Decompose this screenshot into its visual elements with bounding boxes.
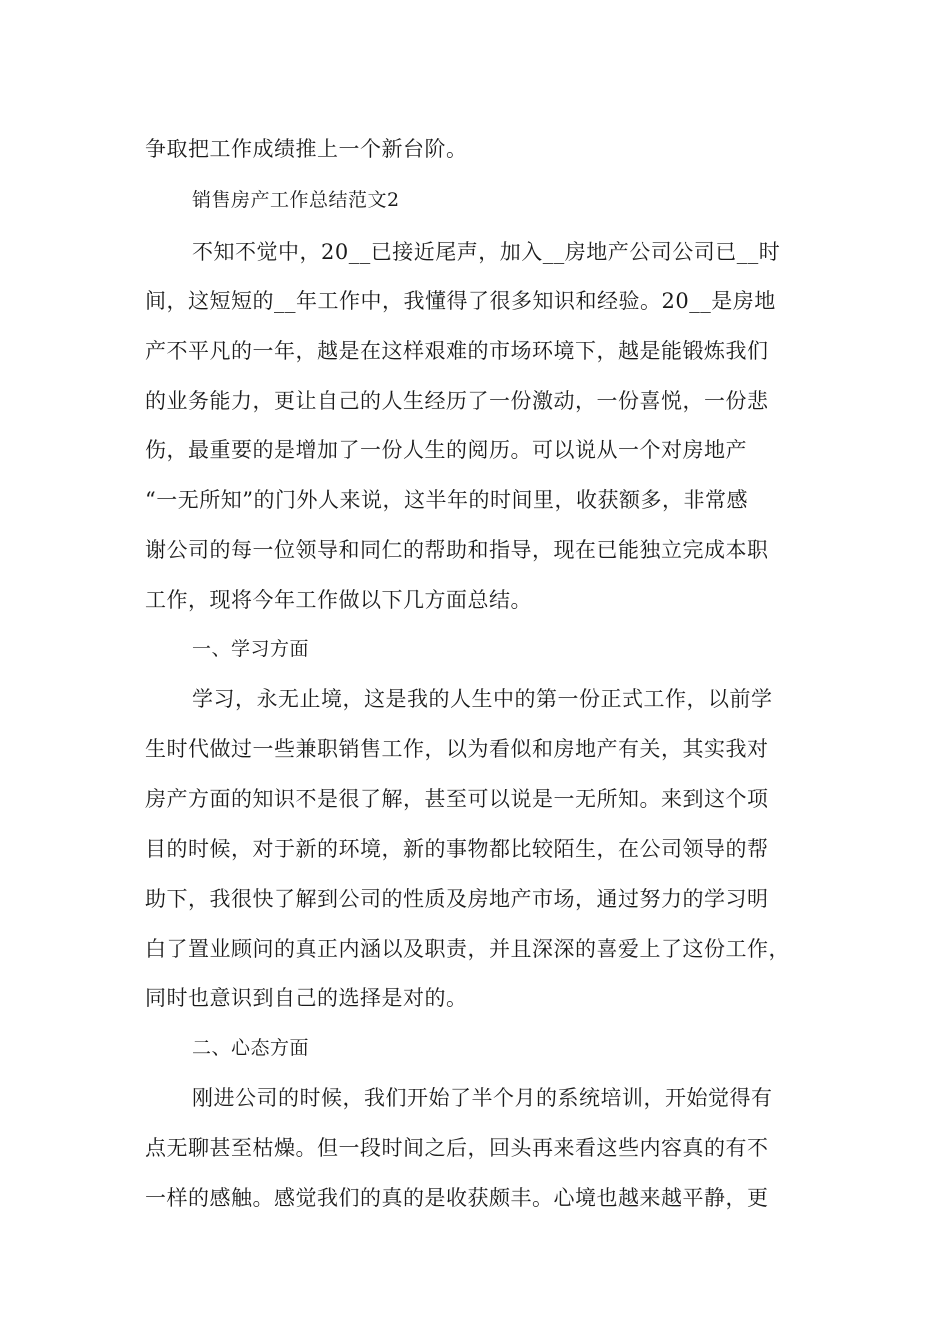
section-heading: 一、学习方面 <box>192 638 310 660</box>
text-line: “一无所知”的门外人来说，这半年的时间里，收获额多，非常感 <box>145 488 748 512</box>
text-line: 助下，我很快了解到公司的性质及房地产市场，通过努力的学习明 <box>145 887 769 911</box>
text-line: 白了置业顾问的真正内涵以及职责，并且深深的喜爱上了这份工作， <box>145 937 790 961</box>
text-line: 生时代做过一些兼职销售工作，以为看似和房地产有关，其实我对 <box>145 737 769 761</box>
text-line: 谢公司的每一位领导和同仁的帮助和指导，现在已能独立完成本职 <box>145 538 769 562</box>
text-line: 学习，永无止境，这是我的人生中的第一份正式工作，以前学 <box>192 687 773 711</box>
section-heading: 销售房产工作总结范文2 <box>192 189 400 211</box>
text-line: 房产方面的知识不是很了解，甚至可以说是一无所知。来到这个项 <box>145 787 769 811</box>
text-line: 一样的感触。感觉我们的真的是收获颇丰。心境也越来越平静，更 <box>145 1186 769 1210</box>
text-line: 目的时候，对于新的环境，新的事物都比较陌生，在公司领导的帮 <box>145 837 769 861</box>
text-line: 的业务能力，更让自己的人生经历了一份激动，一份喜悦，一份悲 <box>145 389 769 413</box>
text-line: 争取把工作成绩推上一个新台阶。 <box>145 137 468 161</box>
text-line: 同时也意识到自己的选择是对的。 <box>145 986 468 1010</box>
text-line: 工作，现将今年工作做以下几方面总结。 <box>145 588 532 612</box>
text-line: 伤，最重要的是增加了一份人生的阅历。可以说从一个对房地产 <box>145 438 747 462</box>
section-heading: 二、心态方面 <box>192 1037 310 1059</box>
text-line: 刚进公司的时候，我们开始了半个月的系统培训，开始觉得有 <box>192 1086 773 1110</box>
text-line: 产不平凡的一年，越是在这样艰难的市场环境下，越是能锻炼我们 <box>145 339 769 363</box>
text-line: 不知不觉中，20__已接近尾声，加入__房地产公司公司已__时 <box>192 240 781 264</box>
text-line: 点无聊甚至枯燥。但一段时间之后，回头再来看这些内容真的有不 <box>145 1136 769 1160</box>
text-line: 间，这短短的__年工作中，我懂得了很多知识和经验。20__是房地 <box>145 289 776 313</box>
